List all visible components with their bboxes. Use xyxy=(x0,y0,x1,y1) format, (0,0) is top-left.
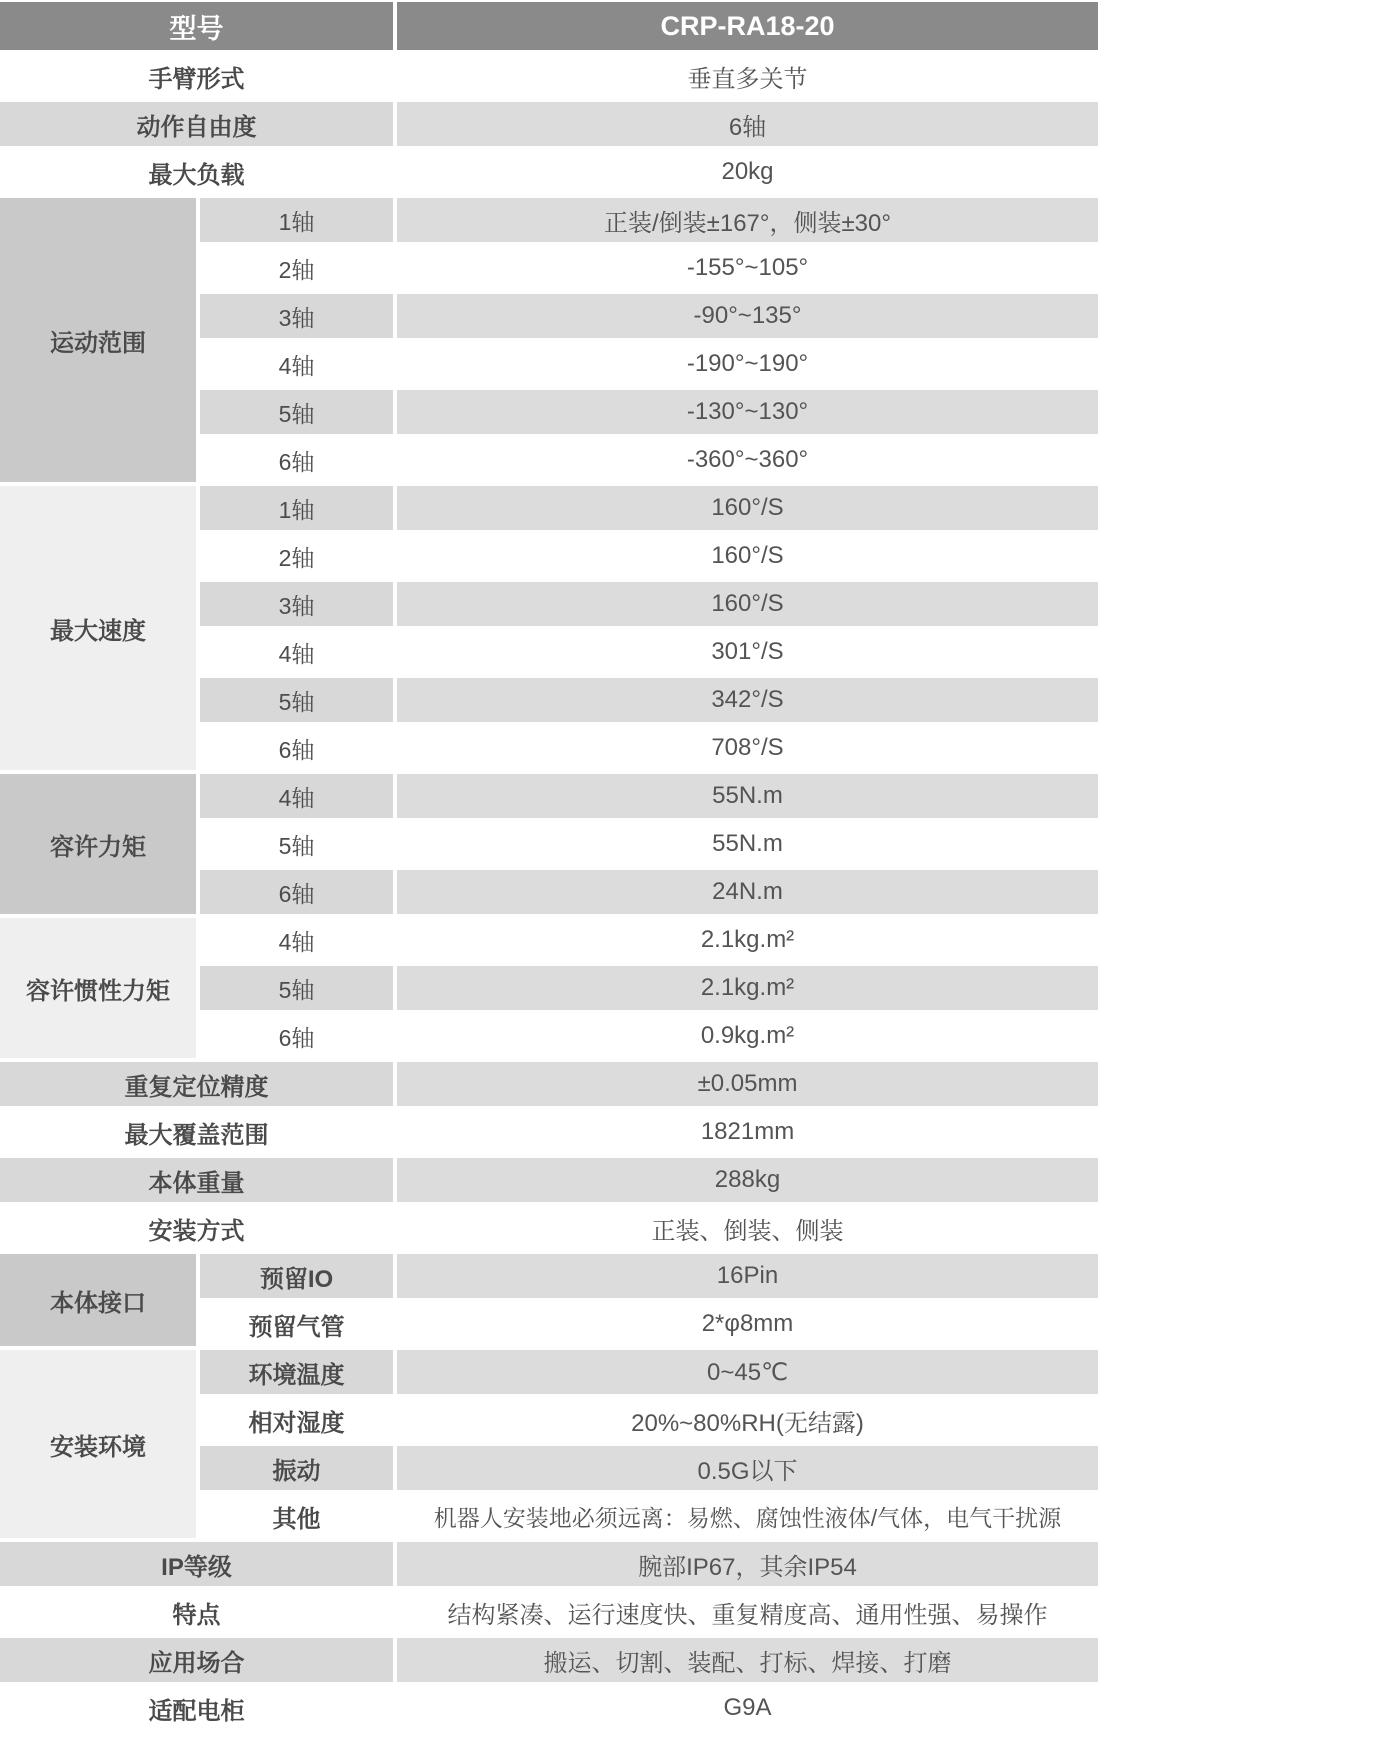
table-row xyxy=(0,1542,1098,1586)
row-value: 160°/S xyxy=(397,486,1098,530)
row-value: -90°~135° xyxy=(397,294,1098,338)
table-row xyxy=(0,1254,1098,1298)
row-label: 动作自由度 xyxy=(0,102,393,146)
row-label: 应用场合 xyxy=(0,1638,393,1682)
table-row xyxy=(0,1158,1098,1202)
row-value: 20%~80%RH(无结露) xyxy=(397,1398,1098,1442)
sub-label: 5轴 xyxy=(200,390,393,434)
group-label: 容许惯性力矩 xyxy=(0,918,196,1058)
row-label: 本体重量 xyxy=(0,1158,393,1202)
row-label: 特点 xyxy=(0,1590,393,1634)
row-value: 0~45℃ xyxy=(397,1350,1098,1394)
row-value: -190°~190° xyxy=(397,342,1098,386)
row-value: 20kg xyxy=(397,150,1098,194)
table-row xyxy=(0,918,1098,962)
table-row xyxy=(0,1590,1098,1634)
row-value: 2.1kg.m² xyxy=(397,966,1098,1010)
row-value: 0.9kg.m² xyxy=(397,1014,1098,1058)
row-value: 正装、倒装、侧装 xyxy=(397,1206,1098,1250)
row-value: G9A xyxy=(397,1686,1098,1730)
sub-label: 预留IO xyxy=(200,1254,393,1298)
sub-label: 4轴 xyxy=(200,918,393,962)
row-label: 适配电柜 xyxy=(0,1686,393,1730)
row-value: ±0.05mm xyxy=(397,1062,1098,1106)
sub-label: 5轴 xyxy=(200,822,393,866)
group-label: 安装环境 xyxy=(0,1350,196,1538)
table-row xyxy=(0,102,1098,146)
row-value: 708°/S xyxy=(397,726,1098,770)
sub-label: 相对湿度 xyxy=(200,1398,393,1442)
row-label: 安装方式 xyxy=(0,1206,393,1250)
row-value: 0.5G以下 xyxy=(397,1446,1098,1490)
table-row xyxy=(0,774,1098,818)
row-value: 342°/S xyxy=(397,678,1098,722)
row-value: 24N.m xyxy=(397,870,1098,914)
table-row xyxy=(0,1206,1098,1250)
row-value: 55N.m xyxy=(397,822,1098,866)
table-row xyxy=(0,1062,1098,1106)
sub-label: 预留气管 xyxy=(200,1302,393,1346)
model-header-label: 型号 xyxy=(0,2,393,50)
row-value: 搬运、切割、装配、打标、焊接、打磨 xyxy=(397,1638,1098,1682)
group-label: 最大速度 xyxy=(0,486,196,770)
sub-label: 6轴 xyxy=(200,438,393,482)
table-row xyxy=(0,1686,1098,1730)
row-value: 垂直多关节 xyxy=(397,54,1098,98)
table-row xyxy=(0,1638,1098,1682)
row-value: -155°~105° xyxy=(397,246,1098,290)
table-row xyxy=(0,54,1098,98)
sub-label: 3轴 xyxy=(200,294,393,338)
sub-label: 5轴 xyxy=(200,678,393,722)
group-label: 容许力矩 xyxy=(0,774,196,914)
row-value: 16Pin xyxy=(397,1254,1098,1298)
header-row xyxy=(0,2,1098,50)
sub-label: 6轴 xyxy=(200,726,393,770)
group-label: 运动范围 xyxy=(0,198,196,482)
sub-label: 4轴 xyxy=(200,630,393,674)
sub-label: 3轴 xyxy=(200,582,393,626)
sub-label: 其他 xyxy=(200,1494,393,1538)
row-label: 重复定位精度 xyxy=(0,1062,393,1106)
row-value: 6轴 xyxy=(397,102,1098,146)
row-value: 正装/倒装±167°，侧装±30° xyxy=(397,198,1098,242)
sub-label: 5轴 xyxy=(200,966,393,1010)
row-label: IP等级 xyxy=(0,1542,393,1586)
sub-label: 6轴 xyxy=(200,1014,393,1058)
sub-label: 6轴 xyxy=(200,870,393,914)
sub-label: 1轴 xyxy=(200,198,393,242)
table-row xyxy=(0,1110,1098,1154)
row-value: 301°/S xyxy=(397,630,1098,674)
table-row xyxy=(0,1350,1098,1394)
row-value: 2.1kg.m² xyxy=(397,918,1098,962)
row-value: 2*φ8mm xyxy=(397,1302,1098,1346)
row-value: -130°~130° xyxy=(397,390,1098,434)
group-label: 本体接口 xyxy=(0,1254,196,1346)
table-row xyxy=(0,486,1098,530)
row-label: 最大负载 xyxy=(0,150,393,194)
model-header-value: CRP-RA18-20 xyxy=(397,2,1098,50)
sub-label: 环境温度 xyxy=(200,1350,393,1394)
row-value: 288kg xyxy=(397,1158,1098,1202)
row-value: 结构紧凑、运行速度快、重复精度高、通用性强、易操作 xyxy=(397,1590,1098,1634)
sub-label: 振动 xyxy=(200,1446,393,1490)
table-row xyxy=(0,150,1098,194)
row-value: -360°~360° xyxy=(397,438,1098,482)
row-label: 手臂形式 xyxy=(0,54,393,98)
table-row xyxy=(0,198,1098,242)
sub-label: 1轴 xyxy=(200,486,393,530)
sub-label: 2轴 xyxy=(200,534,393,578)
row-value: 160°/S xyxy=(397,582,1098,626)
row-value: 机器人安装地必须远离：易燃、腐蚀性液体/气体，电气干扰源 xyxy=(397,1494,1098,1538)
row-value: 腕部IP67，其余IP54 xyxy=(397,1542,1098,1586)
row-label: 最大覆盖范围 xyxy=(0,1110,393,1154)
sub-label: 4轴 xyxy=(200,774,393,818)
row-value: 160°/S xyxy=(397,534,1098,578)
sub-label: 4轴 xyxy=(200,342,393,386)
row-value: 55N.m xyxy=(397,774,1098,818)
sub-label: 2轴 xyxy=(200,246,393,290)
row-value: 1821mm xyxy=(397,1110,1098,1154)
